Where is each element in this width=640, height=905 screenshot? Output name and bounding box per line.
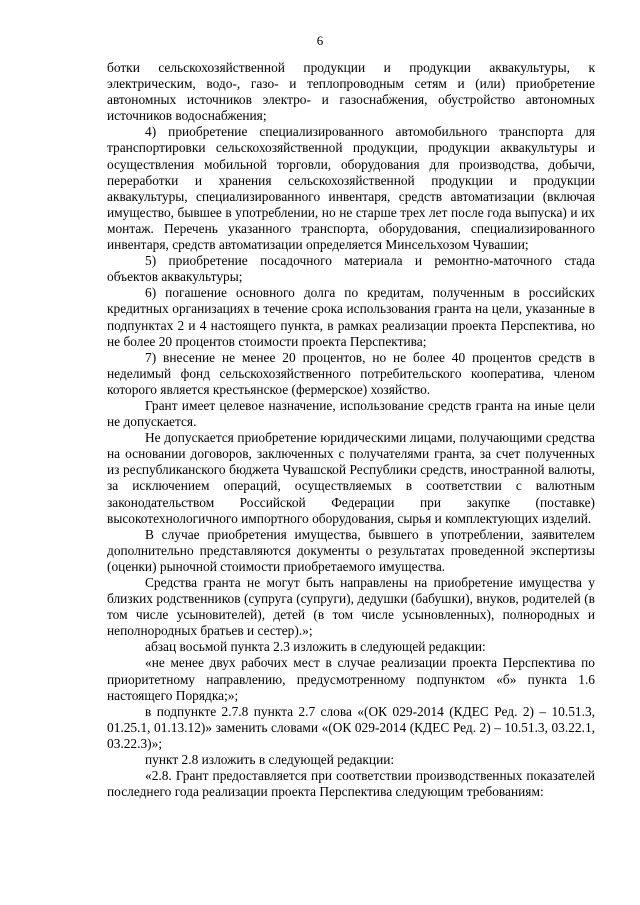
- paragraph-14: «2.8. Грант предоставляется при соответствии производственных показателей последнего года реализации проекта Перспектива следующим требованиям:: [107, 768, 595, 800]
- page-number: 6: [316, 33, 324, 48]
- paragraph-6: Грант имеет целевое назначение, использование средств гранта на иные цели не допускается.: [107, 397, 595, 430]
- paragraph-7: Не допускается приобретение юридическими лицами, получающими средства на основании договоров, заключенных с получателями гранта, за счет полученных из республиканского бюджета Чувашской Республики средств, иностранной валюты, за исключением операций, осуществляемых в соответствии с валютным законодательством Российской Федерации при закупке (поставке) высокотехнологичного импортного оборудования, сырья и комплектующих изделий.: [107, 430, 595, 526]
- paragraph-10: абзац восьмой пункта 2.3 изложить в следующей редакции:: [145, 639, 486, 655]
- paragraph-11: «не менее двух рабочих мест в случае реализации проекта Перспектива по приоритетному направлению, предусмотренному подпунктом «б» пункта 1.6 настоящего Порядка;»;: [107, 655, 595, 703]
- paragraph-2: 4) приобретение специализированного автомобильного транспорта для транспортировки сельскохозяйственной продукции, продукции аквакультуры и осуществления мобильной торговли, оборудования для производства, добычи, переработки и хранения сельскохозяйственной продукции и продукции аквакультуры, специализированного инвентаря, средств автоматизации (включая имущество, бывшее в употреблении, но не старше трех лет после года выпуска) и их монтаж. Перечень указанного транспорта, оборудования, специализированного инвентаря, средств автоматизации определяется Минсельхозом Чувашии;: [107, 124, 595, 253]
- paragraph-3: 5) приобретение посадочного материала и ремонтно-маточного стада объектов аквакультуры;: [107, 253, 595, 285]
- paragraph-1: ботки сельскохозяйственной продукции и продукции аквакультуры, к электрическим, водо-, газо- и теплопроводным сетям и (или) приобретение автономных источников электро- и газоснабжения, обустройство автономных источников водоснабжения;: [107, 60, 595, 124]
- document-body: [107, 60, 595, 800]
- paragraph-8: В случае приобретения имущества, бывшего в употреблении, заявителем дополнительно представляются документы о результатах проведенной экспертизы (оценки) рыночной стоимости приобретаемого имущества.: [107, 526, 595, 574]
- paragraph-4: 6) погашение основного долга по кредитам, полученным в российских кредитных организациях в течение срока использования гранта на цели, указанные в подпунктах 2 и 4 настоящего пункта, в рамках реализации проекта Перспектива, но не более 20 процентов стоимости проекта Перспектива;: [107, 285, 595, 349]
- paragraph-12: в подпункте 2.7.8 пункта 2.7 слова «(ОК 029-2014 (КДЕС Ред. 2) – 10.51.3, 01.25.1, 01.13.12)» заменить словами «(ОК 029-2014 (КДЕС Ред. 2) – 10.51.3, 03.22.1, 03.22.3)»;: [107, 703, 595, 751]
- paragraph-5: 7) внесение не менее 20 процентов, но не более 40 процентов средств в неделимый фонд сельскохозяйственного потребительского кооператива, членом которого является крестьянское (фермерское) хозяйство.: [107, 349, 595, 397]
- paragraph-9: Средства гранта не могут быть направлены на приобретение имущества у близких родственников (супруга (супруги), дедушки (бабушки), внуков, родителей (в том числе усыновителей), детей (в том числе усыновленных), полнородных и неполнородных братьев и сестер).»;: [107, 575, 595, 639]
- paragraph-13: пункт 2.8 изложить в следующей редакции:: [145, 752, 395, 768]
